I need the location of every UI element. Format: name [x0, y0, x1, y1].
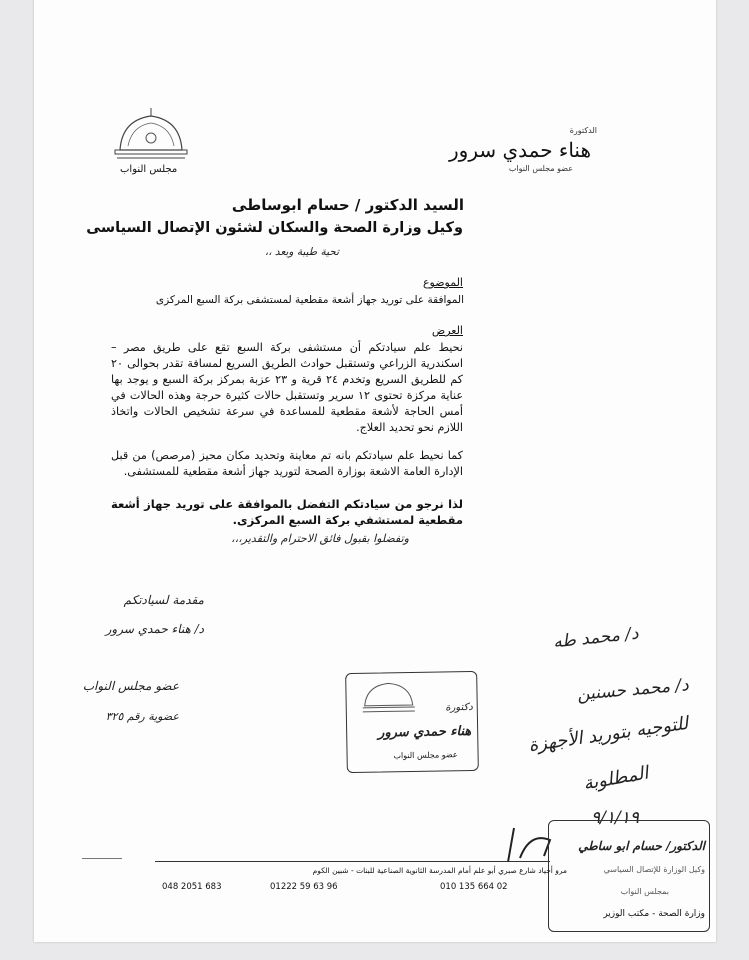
recipient-name: السيد الدكتور / حسام ابوساطى [231, 196, 464, 214]
closing-line: وتفضلوا بقبول فائق الاحترام والتقدير،،، [231, 532, 409, 545]
stamp-ministry-office: وزارة الصحة - مكتب الوزير [603, 909, 705, 919]
signature-presented: مقدمة لسيادتكم [123, 593, 204, 607]
signature-membership: عضوية رقم ٣٢٥ [105, 710, 179, 723]
footer-address: مرو أجياد شارع صبري أبو علم أمام المدرسة الثانوية الصناعية للبنات - شبين الكوم [312, 866, 567, 875]
letterhead-sender-name: هناء حمدي سرور [449, 138, 591, 162]
letterhead-sender-role: عضو مجلس النواب [508, 164, 573, 173]
paragraph-2: كما نحيط علم سيادتكم بانه تم معاينة وتحديد مكان محيز (مرصص) من قبل الإدارة العامة الاشعة بوزارة الصحة لتوريد جهاز أشعة مقطعية للمستشفى. [111, 449, 463, 478]
paragraph-1: نحيط علم سيادتكم أن مستشفى بركة السبع تقع على طريق مصر – اسكندرية الزراعي وتستقبل حوادث الطريق السريع لمسافة تقدر بحوالى ٢٠ كم للطريق السريع وتخدم ٢٤ قرية و ٢٣ عزبة بمركز بركة السبع و يوجد بها عناية مركزة تحتوى ١٢ سرير وتستقبل حالات كثيرة حرجة وهذه الحالات في أمس الحاجة لأشعة مقطعية للمساعدة في سرعة تشخيص الحالات واتخاذ اللازم نحو تحديد العلاج. [111, 341, 463, 434]
subject-text: الموافقة على توريد جهاز أشعة مقطعية لمستشفى بركة السبع المركزى [155, 294, 464, 306]
footer-phone-landline: 048 2051 683 [162, 882, 222, 892]
parliament-seal-icon [360, 679, 417, 716]
seal-caption: مجلس النواب [120, 164, 178, 175]
official-stamp-ministry [548, 820, 710, 932]
greeting: تحية طيبة وبعد ،، [264, 246, 339, 258]
letterhead-title: الدكتورة [569, 126, 597, 135]
footer-phone-mobile-2: 010 135 664 02 [440, 882, 508, 892]
handwritten-line-3: للتوجيه بتوريد الأجهزة [527, 712, 690, 757]
stamp-name: هناء حمدي سرور [377, 723, 472, 741]
handwritten-line-2: د/ محمد حسنين [576, 675, 690, 705]
footer-divider [155, 861, 550, 862]
official-stamp-sender [345, 671, 479, 773]
footer-divider-left [82, 858, 122, 859]
stamp-role: عضو مجلس النواب [393, 750, 458, 761]
subject-heading: الموضوع [422, 276, 463, 289]
handwritten-line-1: د/ محمد طه [552, 623, 640, 653]
stamp-ministry-org: بمجلس النواب [620, 887, 669, 896]
recipient-title: وكيل وزارة الصحة والسكان لشئون الإتصال السياسى [86, 220, 463, 236]
signature-role: عضو مجلس النواب [82, 679, 179, 693]
handwritten-line-4: المطلوبة [582, 762, 651, 795]
stamp-ministry-name: الدكتور/ حسام ابو ساطي [578, 839, 705, 853]
handwritten-date: ٩/١/١٩ [591, 808, 639, 828]
request-paragraph: لذا نرجو من سيادتكم التفضل بالموافقة على توريد جهاز أشعة مقطعية لمستشفي بركة السبع المركزى. [111, 497, 463, 527]
presentation-heading: العرض [431, 324, 463, 337]
footer-phone-mobile-1: 01222 59 63 96 [270, 882, 338, 892]
parliament-seal-icon [112, 106, 190, 162]
stamp-title: دكتورة [445, 701, 473, 714]
stamp-ministry-role: وكيل الوزارة للإتصال السياسي [603, 865, 705, 874]
signature-name: د/ هناء حمدي سرور [105, 622, 204, 636]
